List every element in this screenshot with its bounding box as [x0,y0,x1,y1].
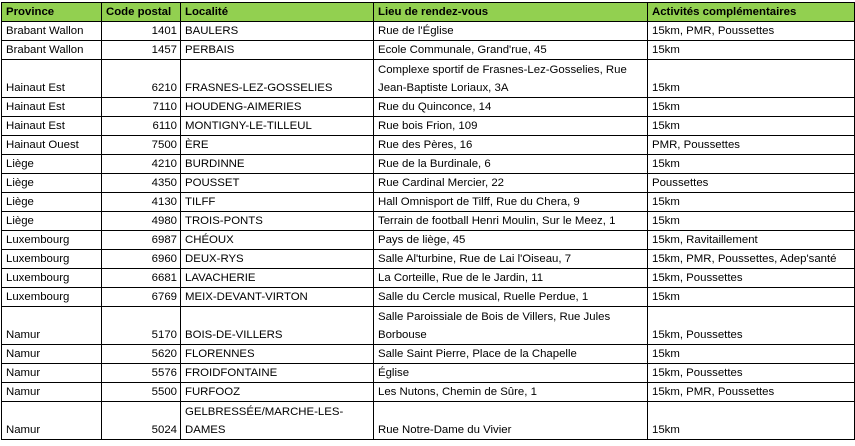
cell-province: Liège [2,193,102,212]
cell-localite: FURFOOZ [181,383,374,402]
header-row [2,3,855,22]
cell-province: Hainaut Est [2,60,102,98]
cell-code-postal: 4130 [102,193,181,212]
cell-localite: CHÉOUX [181,231,374,250]
col-header-lieu: Lieu de rendez-vous [374,3,648,22]
table-row [2,364,855,383]
table-row [2,174,855,193]
cell-lieu: Rue Cardinal Mercier, 22 [374,174,648,193]
table-row [2,345,855,364]
cell-code-postal: 6987 [102,231,181,250]
cell-province: Liège [2,212,102,231]
events-table [1,2,855,440]
cell-localite: ÈRE [181,136,374,155]
cell-lieu: Église [374,364,648,383]
cell-activites: Poussettes [648,174,855,193]
cell-activites: 15km [648,288,855,307]
table-row [2,212,855,231]
cell-activites: 15km [648,212,855,231]
cell-code-postal: 4980 [102,212,181,231]
cell-code-postal: 5170 [102,307,181,345]
cell-code-postal: 7500 [102,136,181,155]
cell-lieu: Terrain de football Henri Moulin, Sur le Meez, 1 [374,212,648,231]
cell-lieu: Hall Omnisport de Tilff, Rue du Chera, 9 [374,193,648,212]
cell-code-postal: 5620 [102,345,181,364]
cell-lieu: Les Nutons, Chemin de Sûre, 1 [374,383,648,402]
cell-lieu: Rue de l'Église [374,22,648,41]
cell-lieu: Rue du Quinconce, 14 [374,98,648,117]
cell-localite: DEUX-RYS [181,250,374,269]
cell-activites: 15km, Poussettes [648,307,855,345]
cell-province: Namur [2,383,102,402]
cell-province: Luxembourg [2,250,102,269]
table-row [2,383,855,402]
cell-activites: 15km, PMR, Poussettes, Adep'santé [648,250,855,269]
table-row [2,117,855,136]
cell-code-postal: 5576 [102,364,181,383]
cell-province: Brabant Wallon [2,22,102,41]
table-row [2,98,855,117]
cell-lieu: Rue de la Burdinale, 6 [374,155,648,174]
cell-province: Brabant Wallon [2,41,102,60]
cell-activites: 15km [648,117,855,136]
cell-lieu: Rue Notre-Dame du Vivier [374,402,648,440]
cell-activites: PMR, Poussettes [648,136,855,155]
cell-province: Luxembourg [2,231,102,250]
cell-code-postal: 5500 [102,383,181,402]
cell-localite: FROIDFONTAINE [181,364,374,383]
cell-code-postal: 4350 [102,174,181,193]
cell-activites: 15km [648,345,855,364]
cell-code-postal: 1401 [102,22,181,41]
cell-lieu: Salle Paroissiale de Bois de Villers, Rue Jules Borbouse [374,307,648,345]
cell-province: Liège [2,155,102,174]
table-row [2,41,855,60]
cell-localite: FRASNES-LEZ-GOSSELIES [181,60,374,98]
col-header-localite: Localité [181,3,374,22]
table-row [2,269,855,288]
table-row [2,136,855,155]
table-row [2,402,855,440]
cell-lieu: Complexe sportif de Frasnes-Lez-Gosselies, Rue Jean-Baptiste Loriaux, 3A [374,60,648,98]
cell-activites: 15km, Poussettes [648,364,855,383]
cell-province: Hainaut Ouest [2,136,102,155]
table-row [2,288,855,307]
cell-localite: TROIS-PONTS [181,212,374,231]
cell-code-postal: 6110 [102,117,181,136]
cell-localite: LAVACHERIE [181,269,374,288]
table-row [2,231,855,250]
cell-activites: 15km [648,60,855,98]
cell-lieu: La Corteille, Rue de le Jardin, 11 [374,269,648,288]
table-row [2,60,855,98]
cell-lieu: Pays de liège, 45 [374,231,648,250]
cell-province: Namur [2,345,102,364]
cell-activites: 15km [648,193,855,212]
cell-province: Namur [2,307,102,345]
cell-lieu: Salle Saint Pierre, Place de la Chapelle [374,345,648,364]
cell-localite: PERBAIS [181,41,374,60]
cell-localite: BURDINNE [181,155,374,174]
cell-activites: 15km, PMR, Poussettes [648,383,855,402]
cell-activites: 15km, PMR, Poussettes [648,22,855,41]
cell-lieu: Ecole Communale, Grand'rue, 45 [374,41,648,60]
cell-province: Liège [2,174,102,193]
cell-code-postal: 1457 [102,41,181,60]
cell-lieu: Salle Al'turbine, Rue de Lai l'Oiseau, 7 [374,250,648,269]
cell-code-postal: 7110 [102,98,181,117]
cell-code-postal: 6681 [102,269,181,288]
table-row [2,22,855,41]
cell-province: Namur [2,402,102,440]
col-header-province: Province [2,3,102,22]
cell-province: Hainaut Est [2,98,102,117]
cell-province: Luxembourg [2,288,102,307]
cell-localite: POUSSET [181,174,374,193]
table-row [2,250,855,269]
col-header-code-postal: Code postal [102,3,181,22]
cell-province: Luxembourg [2,269,102,288]
cell-localite: TILFF [181,193,374,212]
cell-code-postal: 5024 [102,402,181,440]
cell-lieu: Salle du Cercle musical, Ruelle Perdue, 1 [374,288,648,307]
cell-localite: BAULERS [181,22,374,41]
cell-activites: 15km, Poussettes [648,269,855,288]
cell-lieu: Rue bois Frion, 109 [374,117,648,136]
cell-lieu: Rue des Pères, 16 [374,136,648,155]
cell-localite: GELBRESSÉE/MARCHE-LES-DAMES [181,402,374,440]
cell-activites: 15km [648,155,855,174]
cell-localite: HOUDENG-AIMERIES [181,98,374,117]
col-header-activites: Activités complémentaires [648,3,855,22]
cell-code-postal: 6210 [102,60,181,98]
cell-activites: 15km, Ravitaillement [648,231,855,250]
cell-activites: 15km [648,402,855,440]
table-body [2,22,855,440]
cell-localite: MEIX-DEVANT-VIRTON [181,288,374,307]
cell-localite: BOIS-DE-VILLERS [181,307,374,345]
cell-localite: FLORENNES [181,345,374,364]
cell-code-postal: 6769 [102,288,181,307]
table-row [2,193,855,212]
cell-code-postal: 6960 [102,250,181,269]
table-row [2,307,855,345]
cell-province: Hainaut Est [2,117,102,136]
cell-localite: MONTIGNY-LE-TILLEUL [181,117,374,136]
cell-activites: 15km [648,41,855,60]
cell-province: Namur [2,364,102,383]
cell-code-postal: 4210 [102,155,181,174]
cell-activites: 15km [648,98,855,117]
table-row [2,155,855,174]
